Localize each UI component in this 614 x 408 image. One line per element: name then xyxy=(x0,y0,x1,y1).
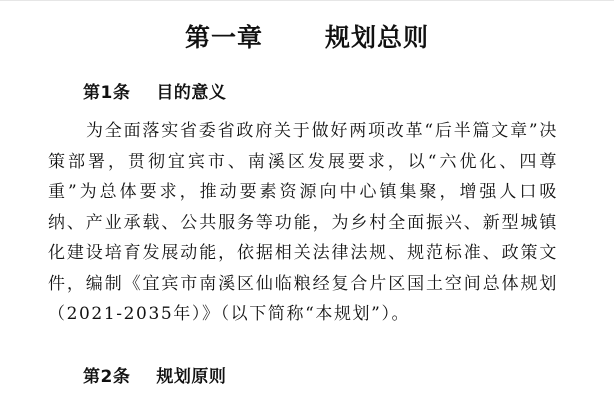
article-number: 第2条 xyxy=(83,367,131,387)
chapter-number: 第一章 xyxy=(184,23,263,52)
cropped-next-line xyxy=(100,400,270,408)
article-heading xyxy=(83,80,226,106)
article-number: 第1条 xyxy=(83,83,131,103)
article-title: 目的意义 xyxy=(156,83,227,103)
article-title: 规划原则 xyxy=(156,367,227,387)
article-body-paragraph: 为全面落实省委省政府关于做好两项改革“后半篇文章”决策部署，贯彻宜宾市、南溪区发展要求，以“六优化、四尊重”为总体要求，推动要素资源向中心镇集聚，增强人口吸纳、产业承载、公共服务等功能，为乡村全面振兴、新型城镇化建设培育发展动能，依据相关法律法规、规范标准、政策文件，编制《宜宾市南溪区仙临粮经复合片区国土空间总体规划（2021-2035年）》（以下简称“本规划”）。 xyxy=(48,121,558,324)
article-heading xyxy=(83,364,226,390)
chapter-heading xyxy=(0,18,614,58)
chapter-title: 规划总则 xyxy=(325,23,430,52)
page-top-edge xyxy=(0,0,614,1)
